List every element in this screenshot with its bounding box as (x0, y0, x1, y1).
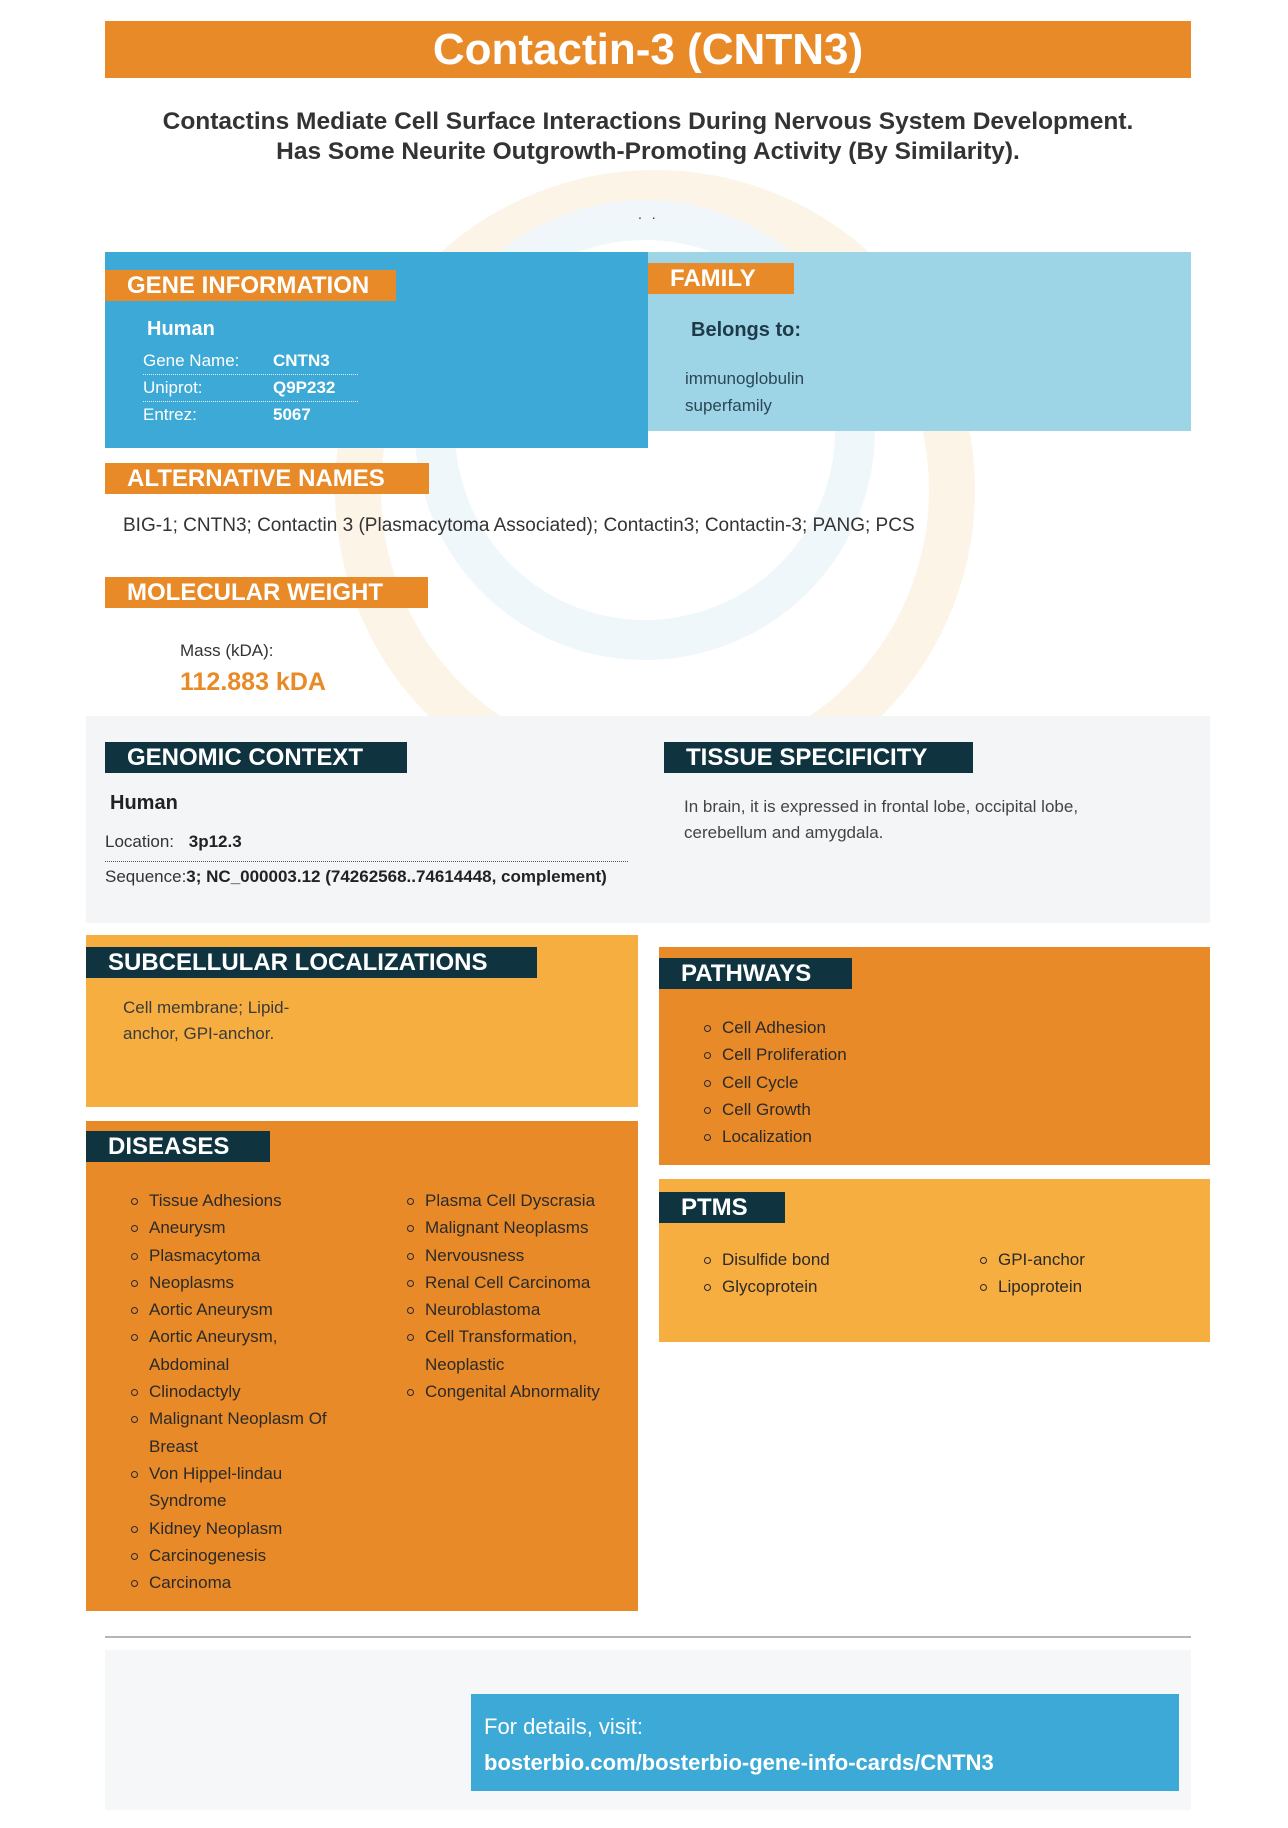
pathways-section (659, 947, 1210, 1165)
sequence-label: Sequence: (105, 867, 187, 886)
pathways-list (702, 1014, 1002, 1150)
genomic-context-heading: GENOMIC CONTEXT (105, 742, 407, 773)
list-item: Plasmacytoma (129, 1242, 379, 1269)
subcellular-line-2: anchor, GPI-anchor. (123, 1024, 275, 1043)
page-title: Contactin-3 (CNTN3) (105, 21, 1191, 78)
location-label: Location: (105, 832, 174, 851)
diseases-section (86, 1121, 638, 1611)
family-line-1: immunoglobulin (685, 369, 805, 388)
row-divider (105, 861, 628, 862)
gene-species: Human (147, 318, 215, 340)
list-item: Localization (702, 1123, 1002, 1150)
list-item: Neoplasms (129, 1269, 379, 1296)
family-line-2: superfamily (685, 396, 772, 415)
list-item: Von Hippel-lindau Syndrome (129, 1460, 379, 1515)
genomic-species: Human (110, 792, 178, 814)
tissue-line-1: In brain, it is expressed in frontal lobe, occipital lobe, (684, 797, 1079, 816)
diseases-heading: DISEASES (86, 1131, 270, 1162)
family-value (685, 365, 804, 419)
row-divider (143, 401, 358, 402)
gene-information-heading: GENE INFORMATION (105, 270, 396, 301)
details-prompt: For details, visit: (484, 1714, 643, 1739)
ptms-heading: PTMS (659, 1192, 785, 1223)
family-heading: FAMILY (648, 263, 794, 294)
list-item: Aneurysm (129, 1214, 379, 1241)
dots-separator: . . (638, 206, 659, 222)
list-item: Cell Cycle (702, 1069, 1002, 1096)
subcellular-section (86, 935, 638, 1107)
subcellular-line-1: Cell membrane; Lipid- (123, 998, 290, 1017)
alternative-names-heading: ALTERNATIVE NAMES (105, 463, 429, 494)
entrez-label: Entrez: (143, 405, 197, 424)
list-item: GPI-anchor (978, 1246, 1198, 1273)
tissue-specificity-heading: TISSUE SPECIFICITY (664, 742, 973, 773)
list-item: Cell Adhesion (702, 1014, 1002, 1041)
pathways-heading: PATHWAYS (659, 958, 852, 989)
diseases-list-left (129, 1187, 379, 1596)
footer-divider (105, 1636, 1191, 1638)
list-item: Tissue Adhesions (129, 1187, 379, 1214)
list-item: Carcinoma (129, 1569, 379, 1596)
gene-name-value: CNTN3 (273, 351, 330, 370)
subcellular-heading: SUBCELLULAR LOCALIZATIONS (86, 947, 537, 978)
family-label: Belongs to: (691, 319, 801, 341)
subtitle-line-1: Contactins Mediate Cell Surface Interactions During Nervous System Development. (162, 108, 1134, 135)
tissue-specificity-text (684, 794, 1078, 846)
list-item: Cell Proliferation (702, 1041, 1002, 1068)
location-row (105, 832, 242, 852)
mass-label: Mass (kDA): (180, 641, 274, 660)
list-item: Congenital Abnormality (405, 1378, 635, 1405)
list-item: Cell Transformation, Neoplastic (405, 1323, 635, 1378)
list-item: Malignant Neoplasms (405, 1214, 635, 1241)
list-item: Carcinogenesis (129, 1542, 379, 1569)
list-item: Glycoprotein (702, 1273, 932, 1300)
entrez-value: 5067 (273, 405, 311, 424)
list-item: Disulfide bond (702, 1246, 932, 1273)
ptms-list-left (702, 1246, 932, 1301)
page-subtitle (105, 107, 1191, 167)
gene-name-label: Gene Name: (143, 351, 240, 370)
row-divider (143, 374, 358, 375)
list-item: Plasma Cell Dyscrasia (405, 1187, 635, 1214)
entrez-row (143, 405, 358, 431)
list-item: Renal Cell Carcinoma (405, 1269, 635, 1296)
list-item: Clinodactyly (129, 1378, 379, 1405)
uniprot-label: Uniprot: (143, 378, 203, 397)
context-band (86, 716, 1210, 923)
alternative-names-text: BIG-1; CNTN3; Contactin 3 (Plasmacytoma Associated); Contactin3; Contactin-3; PANG; PCS (123, 515, 915, 536)
list-item: Kidney Neoplasm (129, 1515, 379, 1542)
subcellular-text (123, 995, 289, 1047)
list-item: Aortic Aneurysm, Abdominal (129, 1323, 379, 1378)
list-item: Cell Growth (702, 1096, 1002, 1123)
list-item: Nervousness (405, 1242, 635, 1269)
family-section (648, 252, 1191, 431)
tissue-line-2: cerebellum and amygdala. (684, 823, 884, 842)
details-link[interactable]: bosterbio.com/bosterbio-gene-info-cards/CNTN3 (484, 1750, 994, 1775)
ptms-list-right (978, 1246, 1198, 1301)
ptms-section (659, 1179, 1210, 1342)
details-link-box[interactable] (471, 1694, 1179, 1791)
subtitle-line-2: Has Some Neurite Outgrowth-Promoting Activity (By Similarity). (276, 138, 1020, 165)
list-item: Neuroblastoma (405, 1296, 635, 1323)
molecular-weight-heading: MOLECULAR WEIGHT (105, 577, 428, 608)
sequence-value: 3; NC_000003.12 (74262568..74614448, complement) (186, 867, 607, 886)
uniprot-value: Q9P232 (273, 378, 336, 397)
list-item: Aortic Aneurysm (129, 1296, 379, 1323)
mass-value: 112.883 kDA (180, 668, 326, 696)
diseases-list-right (405, 1187, 635, 1405)
gene-information-section (105, 252, 648, 448)
location-value: 3p12.3 (188, 832, 242, 851)
sequence-row (105, 867, 607, 887)
list-item: Malignant Neoplasm Of Breast (129, 1405, 379, 1460)
list-item: Lipoprotein (978, 1273, 1198, 1300)
